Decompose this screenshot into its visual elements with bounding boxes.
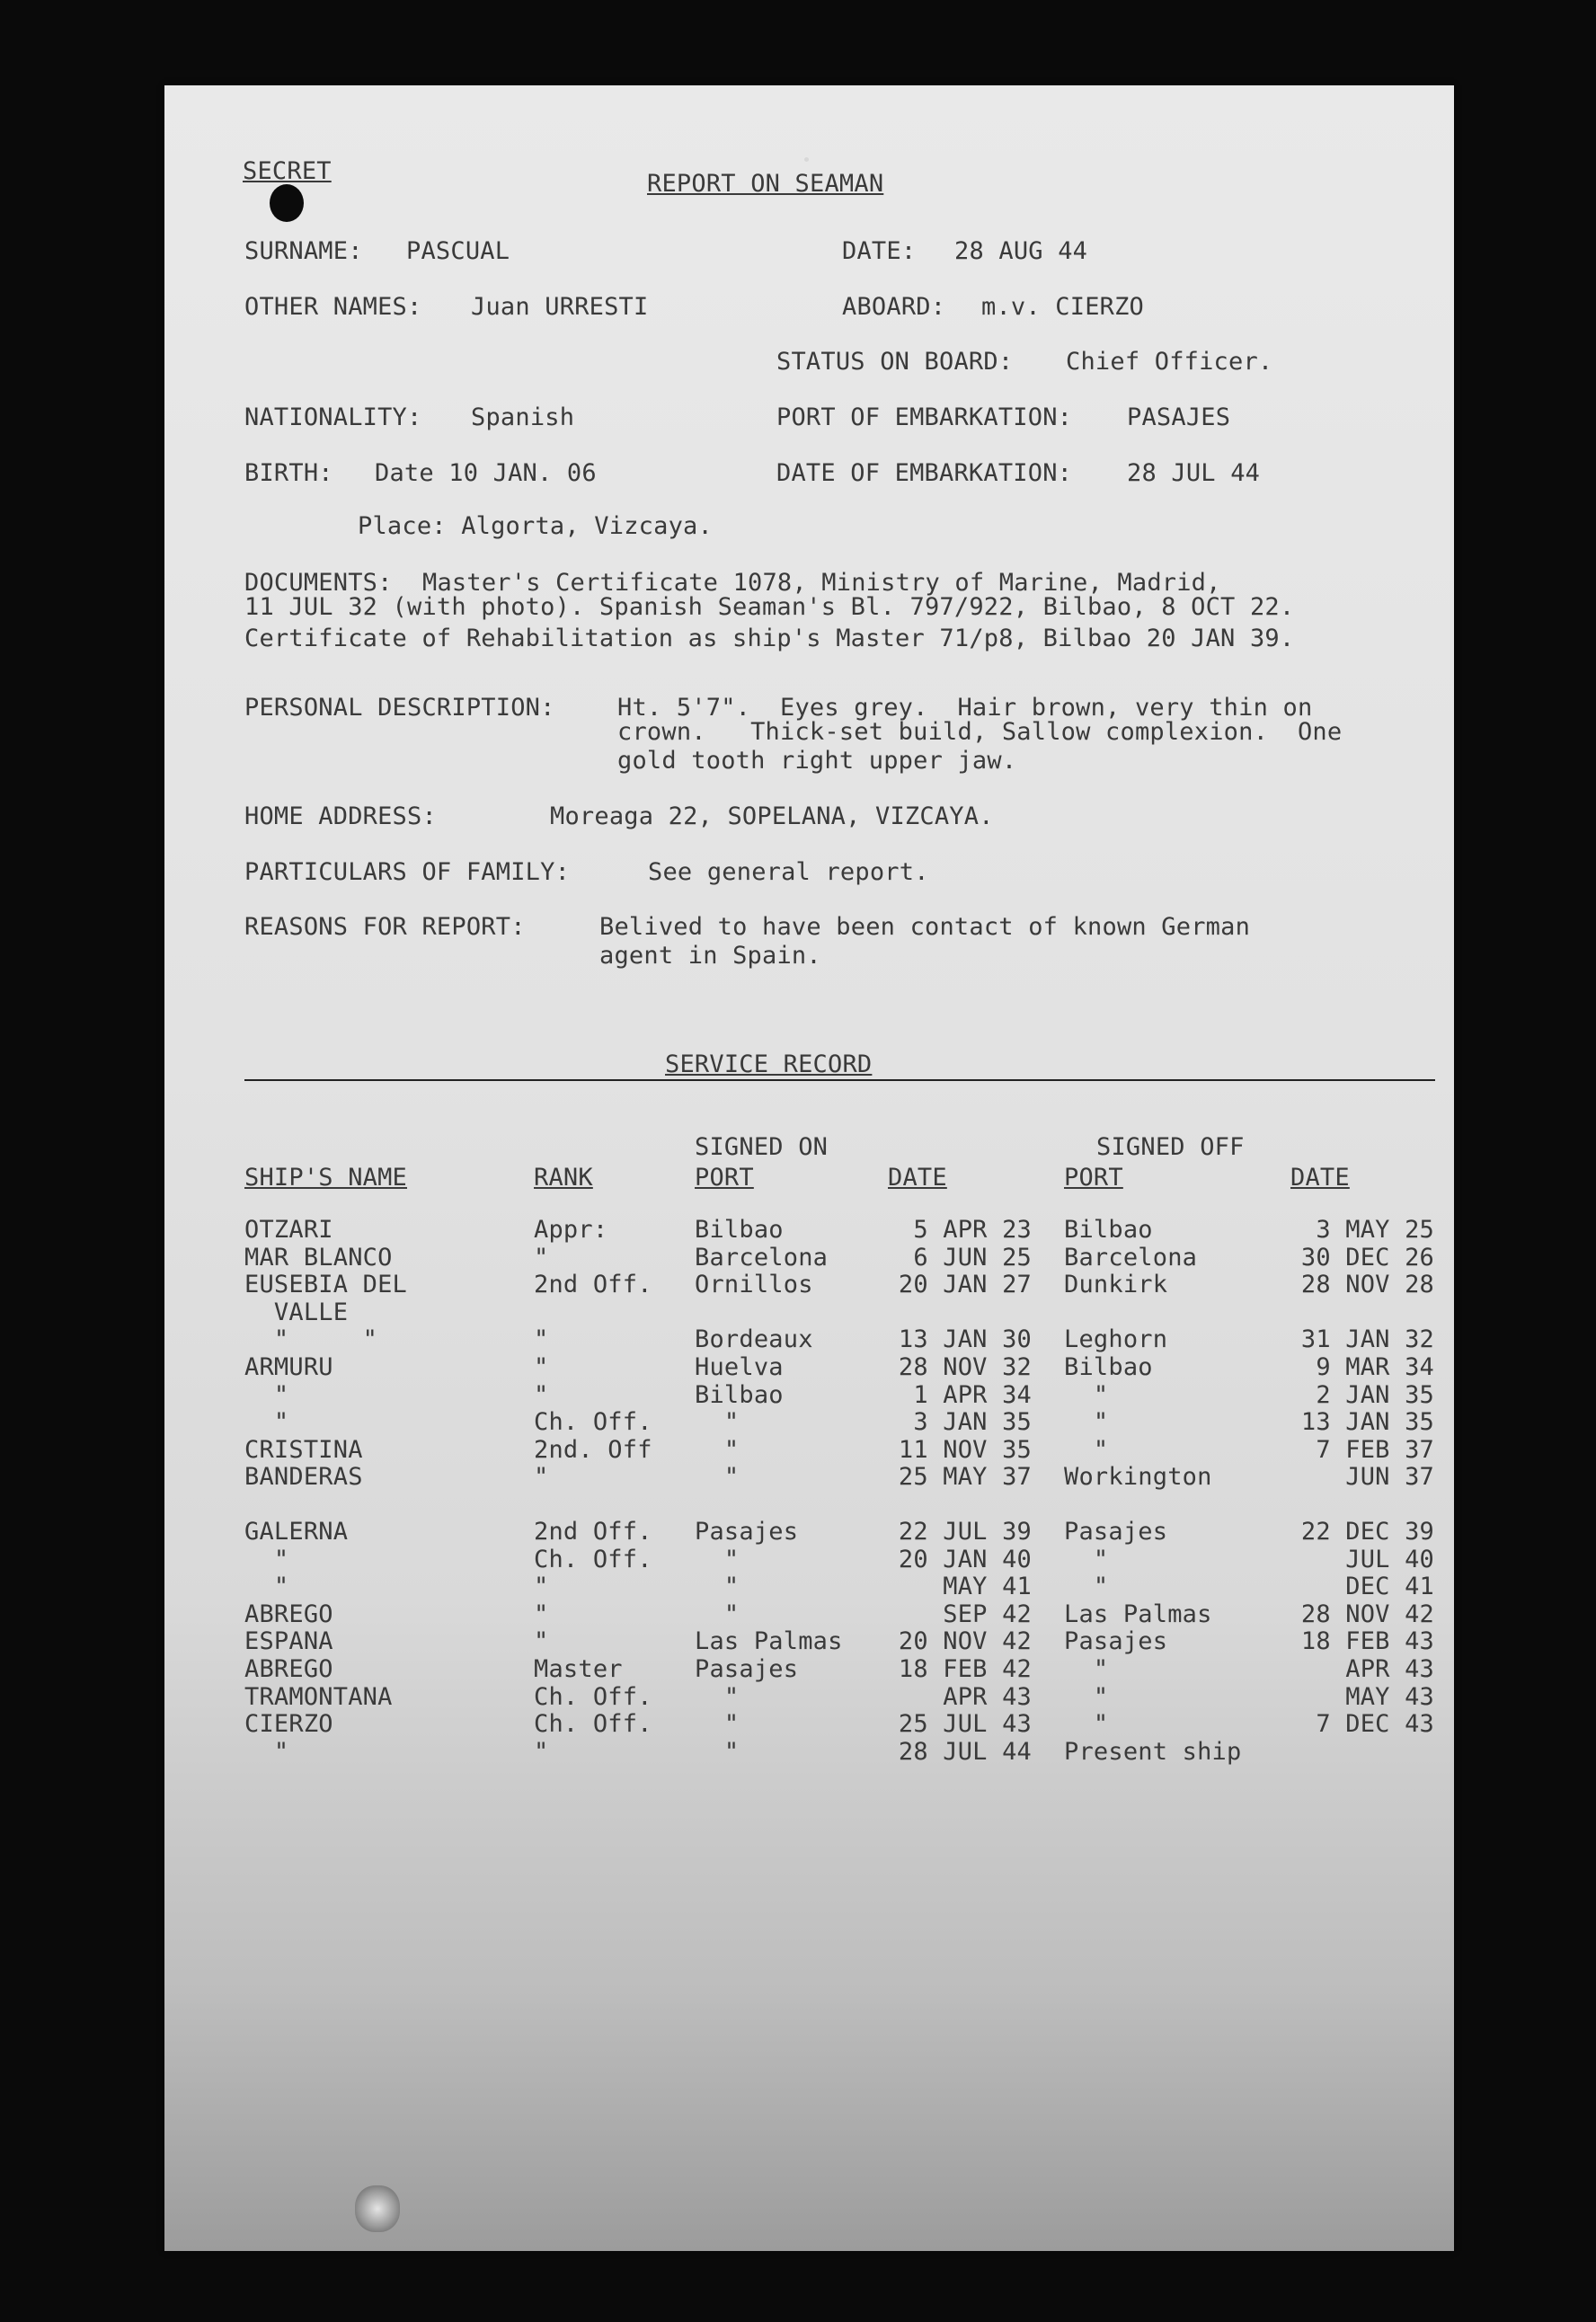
service-cell-port-off: " (1064, 1573, 1109, 1601)
service-cell-ship-name: ESPANA (244, 1627, 333, 1656)
nationality-label: NATIONALITY: (244, 403, 422, 431)
reasons-label: REASONS FOR REPORT: (244, 913, 526, 941)
service-cell-date-off: 13 JAN 35 (1300, 1408, 1434, 1437)
service-cell-rank: Appr: (534, 1216, 608, 1244)
service-cell-port-off: Bilbao (1064, 1216, 1153, 1244)
service-cell-port-on: " (695, 1710, 740, 1739)
service-cell-port-off: Dunkirk (1064, 1271, 1168, 1299)
documents-line: Certificate of Rehabilitation as ship's Master 71/p8, Bilbao 20 JAN 39. (244, 625, 1295, 652)
service-cell-rank: " (534, 1737, 549, 1766)
service-cell-port-off: " (1064, 1682, 1109, 1711)
service-cell-date-off: DEC 41 (1345, 1573, 1434, 1601)
description-label: PERSONAL DESCRIPTION: (244, 694, 555, 722)
service-cell-date-on: 20 JAN 40 (898, 1545, 1032, 1573)
service-cell-rank: 2nd Off. (534, 1271, 652, 1299)
service-cell-ship-name: " " (244, 1325, 378, 1354)
service-cell-date-on: SEP 42 (943, 1600, 1032, 1628)
service-cell-rank: " (534, 1600, 549, 1628)
service-cell-port-on: Bilbao (695, 1380, 784, 1409)
service-cell-port-on: Barcelona (695, 1243, 829, 1272)
service-cell-date-off: 2 JAN 35 (1316, 1380, 1434, 1409)
service-cell-port-off: Las Palmas (1064, 1600, 1212, 1628)
other-names-label: OTHER NAMES: (244, 293, 422, 321)
reasons-line: Belived to have been contact of known German (599, 913, 1251, 941)
service-cell-port-off: " (1064, 1380, 1109, 1409)
service-cell-port-on: " (695, 1737, 740, 1766)
service-cell-date-on: 13 JAN 30 (898, 1325, 1032, 1354)
documents-line: 11 JUL 32 (with photo). Spanish Seaman's Bl. 797/922, Bilbao, 8 OCT 22. (244, 593, 1295, 621)
service-cell-date-off: APR 43 (1345, 1655, 1434, 1683)
service-cell-ship-name: ARMURU (244, 1353, 333, 1381)
service-cell-rank: 2nd Off. (534, 1518, 652, 1546)
service-cell-date-on: 22 JUL 39 (898, 1518, 1032, 1546)
divider (244, 1079, 1435, 1081)
surname-value: PASCUAL (406, 237, 510, 265)
service-cell-port-off: " (1064, 1408, 1109, 1437)
service-cell-port-on: " (695, 1408, 740, 1437)
aboard-value: m.v. CIERZO (981, 293, 1145, 321)
service-cell-date-on: 20 NOV 42 (898, 1627, 1032, 1656)
service-cell-ship-name: " (244, 1737, 289, 1766)
service-cell-port-off: Pasajes (1064, 1518, 1168, 1546)
service-cell-date-off: 7 DEC 43 (1316, 1710, 1434, 1739)
service-cell-port-on: " (695, 1435, 740, 1464)
punch-hole (270, 184, 304, 222)
service-cell-date-off: JUL 40 (1345, 1545, 1434, 1573)
service-cell-date-on: 5 APR 23 (913, 1216, 1032, 1244)
nationality-value: Spanish (471, 403, 575, 431)
service-cell-port-off: Pasajes (1064, 1627, 1168, 1656)
service-cell-rank: " (534, 1325, 549, 1354)
service-cell-port-on: Ornillos (695, 1271, 813, 1299)
service-cell-date-off: 28 NOV 28 (1300, 1271, 1434, 1299)
service-cell-rank: Ch. Off. (534, 1545, 652, 1573)
service-cell-port-off: Leghorn (1064, 1325, 1168, 1354)
service-cell-date-off: 7 FEB 37 (1316, 1435, 1434, 1464)
birth-label: BIRTH: (244, 459, 333, 487)
secret-stamp: SECRET (243, 157, 332, 185)
speck (804, 157, 809, 162)
status-value: Chief Officer. (1066, 348, 1273, 376)
service-cell-ship-name: GALERNA (244, 1518, 349, 1546)
service-cell-date-off: 31 JAN 32 (1300, 1325, 1434, 1354)
service-cell-port-on: Pasajes (695, 1655, 799, 1683)
service-cell-ship-name: VALLE (244, 1298, 349, 1326)
date-value: 28 AUG 44 (954, 237, 1088, 265)
service-cell-rank: Ch. Off. (534, 1682, 652, 1711)
date-embarkation-value: 28 JUL 44 (1127, 459, 1261, 487)
service-cell-port-on: " (695, 1463, 740, 1492)
service-cell-port-on: " (695, 1545, 740, 1573)
service-cell-port-on: " (695, 1573, 740, 1601)
ink-blot (355, 2185, 400, 2232)
service-cell-date-off: 30 DEC 26 (1300, 1243, 1434, 1272)
page-title: REPORT ON SEAMAN (647, 170, 884, 198)
family-label: PARTICULARS OF FAMILY: (244, 858, 571, 886)
service-cell-port-on: " (695, 1600, 740, 1628)
description-line: crown. Thick-set build, Sallow complexion. One (617, 718, 1343, 746)
service-cell-ship-name: MAR BLANCO (244, 1243, 393, 1272)
column-header-port-off: PORT (1064, 1164, 1123, 1192)
service-cell-ship-name: EUSEBIA DEL (244, 1271, 408, 1299)
column-header-date-on: DATE (888, 1164, 947, 1192)
description-line: gold tooth right upper jaw. (617, 747, 1017, 775)
service-cell-rank: Ch. Off. (534, 1408, 652, 1437)
service-cell-ship-name: CRISTINA (244, 1435, 363, 1464)
column-header-rank: RANK (534, 1164, 593, 1192)
service-cell-ship-name: OTZARI (244, 1216, 333, 1244)
service-cell-date-on: 20 JAN 27 (898, 1271, 1032, 1299)
service-cell-rank: 2nd. Off (534, 1435, 652, 1464)
home-address-value: Moreaga 22, SOPELANA, VIZCAYA. (550, 802, 994, 830)
description-line: Ht. 5'7". Eyes grey. Hair brown, very thin on (617, 694, 1313, 722)
column-header-date-off: DATE (1290, 1164, 1350, 1192)
service-cell-port-on: Huelva (695, 1353, 784, 1381)
port-embarkation-value: PASAJES (1127, 403, 1231, 431)
service-cell-port-off: " (1064, 1710, 1109, 1739)
column-header-port-on: PORT (695, 1164, 754, 1192)
signed-on-header: SIGNED ON (695, 1133, 829, 1161)
service-cell-port-off: Present ship (1064, 1737, 1242, 1766)
service-cell-ship-name: ABREGO (244, 1655, 333, 1683)
service-cell-ship-name: ABREGO (244, 1600, 333, 1628)
service-cell-ship-name: TRAMONTANA (244, 1682, 393, 1711)
service-cell-date-on: 6 JUN 25 (913, 1243, 1032, 1272)
reasons-line: agent in Spain. (599, 942, 821, 970)
family-value: See general report. (648, 858, 929, 886)
service-record-title: SERVICE RECORD (665, 1050, 873, 1078)
service-cell-date-off: MAY 43 (1345, 1682, 1434, 1711)
service-cell-ship-name: " (244, 1573, 289, 1601)
service-cell-port-off: Bilbao (1064, 1353, 1153, 1381)
service-cell-port-on: Bilbao (695, 1216, 784, 1244)
service-cell-ship-name: " (244, 1380, 289, 1409)
documents-line: Master's Certificate 1078, Ministry of Marine, Madrid, (422, 569, 1221, 597)
service-cell-date-off: 28 NOV 42 (1300, 1600, 1434, 1628)
service-cell-port-on: " (695, 1682, 740, 1711)
service-cell-rank: " (534, 1463, 549, 1492)
home-address-label: HOME ADDRESS: (244, 802, 437, 830)
service-cell-date-on: 3 JAN 35 (913, 1408, 1032, 1437)
service-cell-date-off: 3 MAY 25 (1316, 1216, 1434, 1244)
service-cell-ship-name: BANDERAS (244, 1463, 363, 1492)
birth-value: Date 10 JAN. 06 (375, 459, 597, 487)
birth-place: Place: Algorta, Vizcaya. (358, 512, 713, 540)
service-cell-port-off: " (1064, 1655, 1109, 1683)
service-cell-ship-name: CIERZO (244, 1710, 333, 1739)
service-cell-port-on: Las Palmas (695, 1627, 843, 1656)
service-cell-date-on: 28 JUL 44 (898, 1737, 1032, 1766)
surname-label: SURNAME: (244, 237, 363, 265)
service-cell-date-on: MAY 41 (943, 1573, 1032, 1601)
service-cell-date-off: 18 FEB 43 (1300, 1627, 1434, 1656)
status-label: STATUS ON BOARD: (776, 348, 1014, 376)
service-cell-rank: Master (534, 1655, 623, 1683)
port-embarkation-label: PORT OF EMBARKATION: (776, 403, 1073, 431)
service-cell-date-on: 1 APR 34 (913, 1380, 1032, 1409)
service-cell-date-on: 11 NOV 35 (898, 1435, 1032, 1464)
documents-label: DOCUMENTS: (244, 569, 393, 597)
service-cell-date-on: 25 JUL 43 (898, 1710, 1032, 1739)
other-names-value: Juan URRESTI (471, 293, 649, 321)
service-cell-port-on: Bordeaux (695, 1325, 813, 1354)
aboard-label: ABOARD: (842, 293, 946, 321)
service-cell-rank: " (534, 1353, 549, 1381)
service-cell-rank: Ch. Off. (534, 1710, 652, 1739)
service-cell-port-off: Workington (1064, 1463, 1212, 1492)
column-header-ship: SHIP'S NAME (244, 1164, 408, 1192)
date-embarkation-label: DATE OF EMBARKATION: (776, 459, 1073, 487)
service-cell-rank: " (534, 1243, 549, 1272)
service-cell-date-on: APR 43 (943, 1682, 1032, 1711)
service-cell-date-on: 25 MAY 37 (898, 1463, 1032, 1492)
service-cell-port-off: " (1064, 1545, 1109, 1573)
service-cell-date-on: 18 FEB 42 (898, 1655, 1032, 1683)
service-cell-ship-name: " (244, 1545, 289, 1573)
signed-off-header: SIGNED OFF (1096, 1133, 1245, 1161)
service-cell-date-off: 22 DEC 39 (1300, 1518, 1434, 1546)
service-cell-date-on: 28 NOV 32 (898, 1353, 1032, 1381)
service-cell-port-off: " (1064, 1435, 1109, 1464)
date-label: DATE: (842, 237, 917, 265)
service-cell-rank: " (534, 1380, 549, 1409)
service-cell-date-off: JUN 37 (1345, 1463, 1434, 1492)
service-cell-ship-name: " (244, 1408, 289, 1437)
service-cell-date-off: 9 MAR 34 (1316, 1353, 1434, 1381)
service-cell-port-on: Pasajes (695, 1518, 799, 1546)
service-cell-port-off: Barcelona (1064, 1243, 1198, 1272)
service-cell-rank: " (534, 1573, 549, 1601)
service-cell-rank: " (534, 1627, 549, 1656)
